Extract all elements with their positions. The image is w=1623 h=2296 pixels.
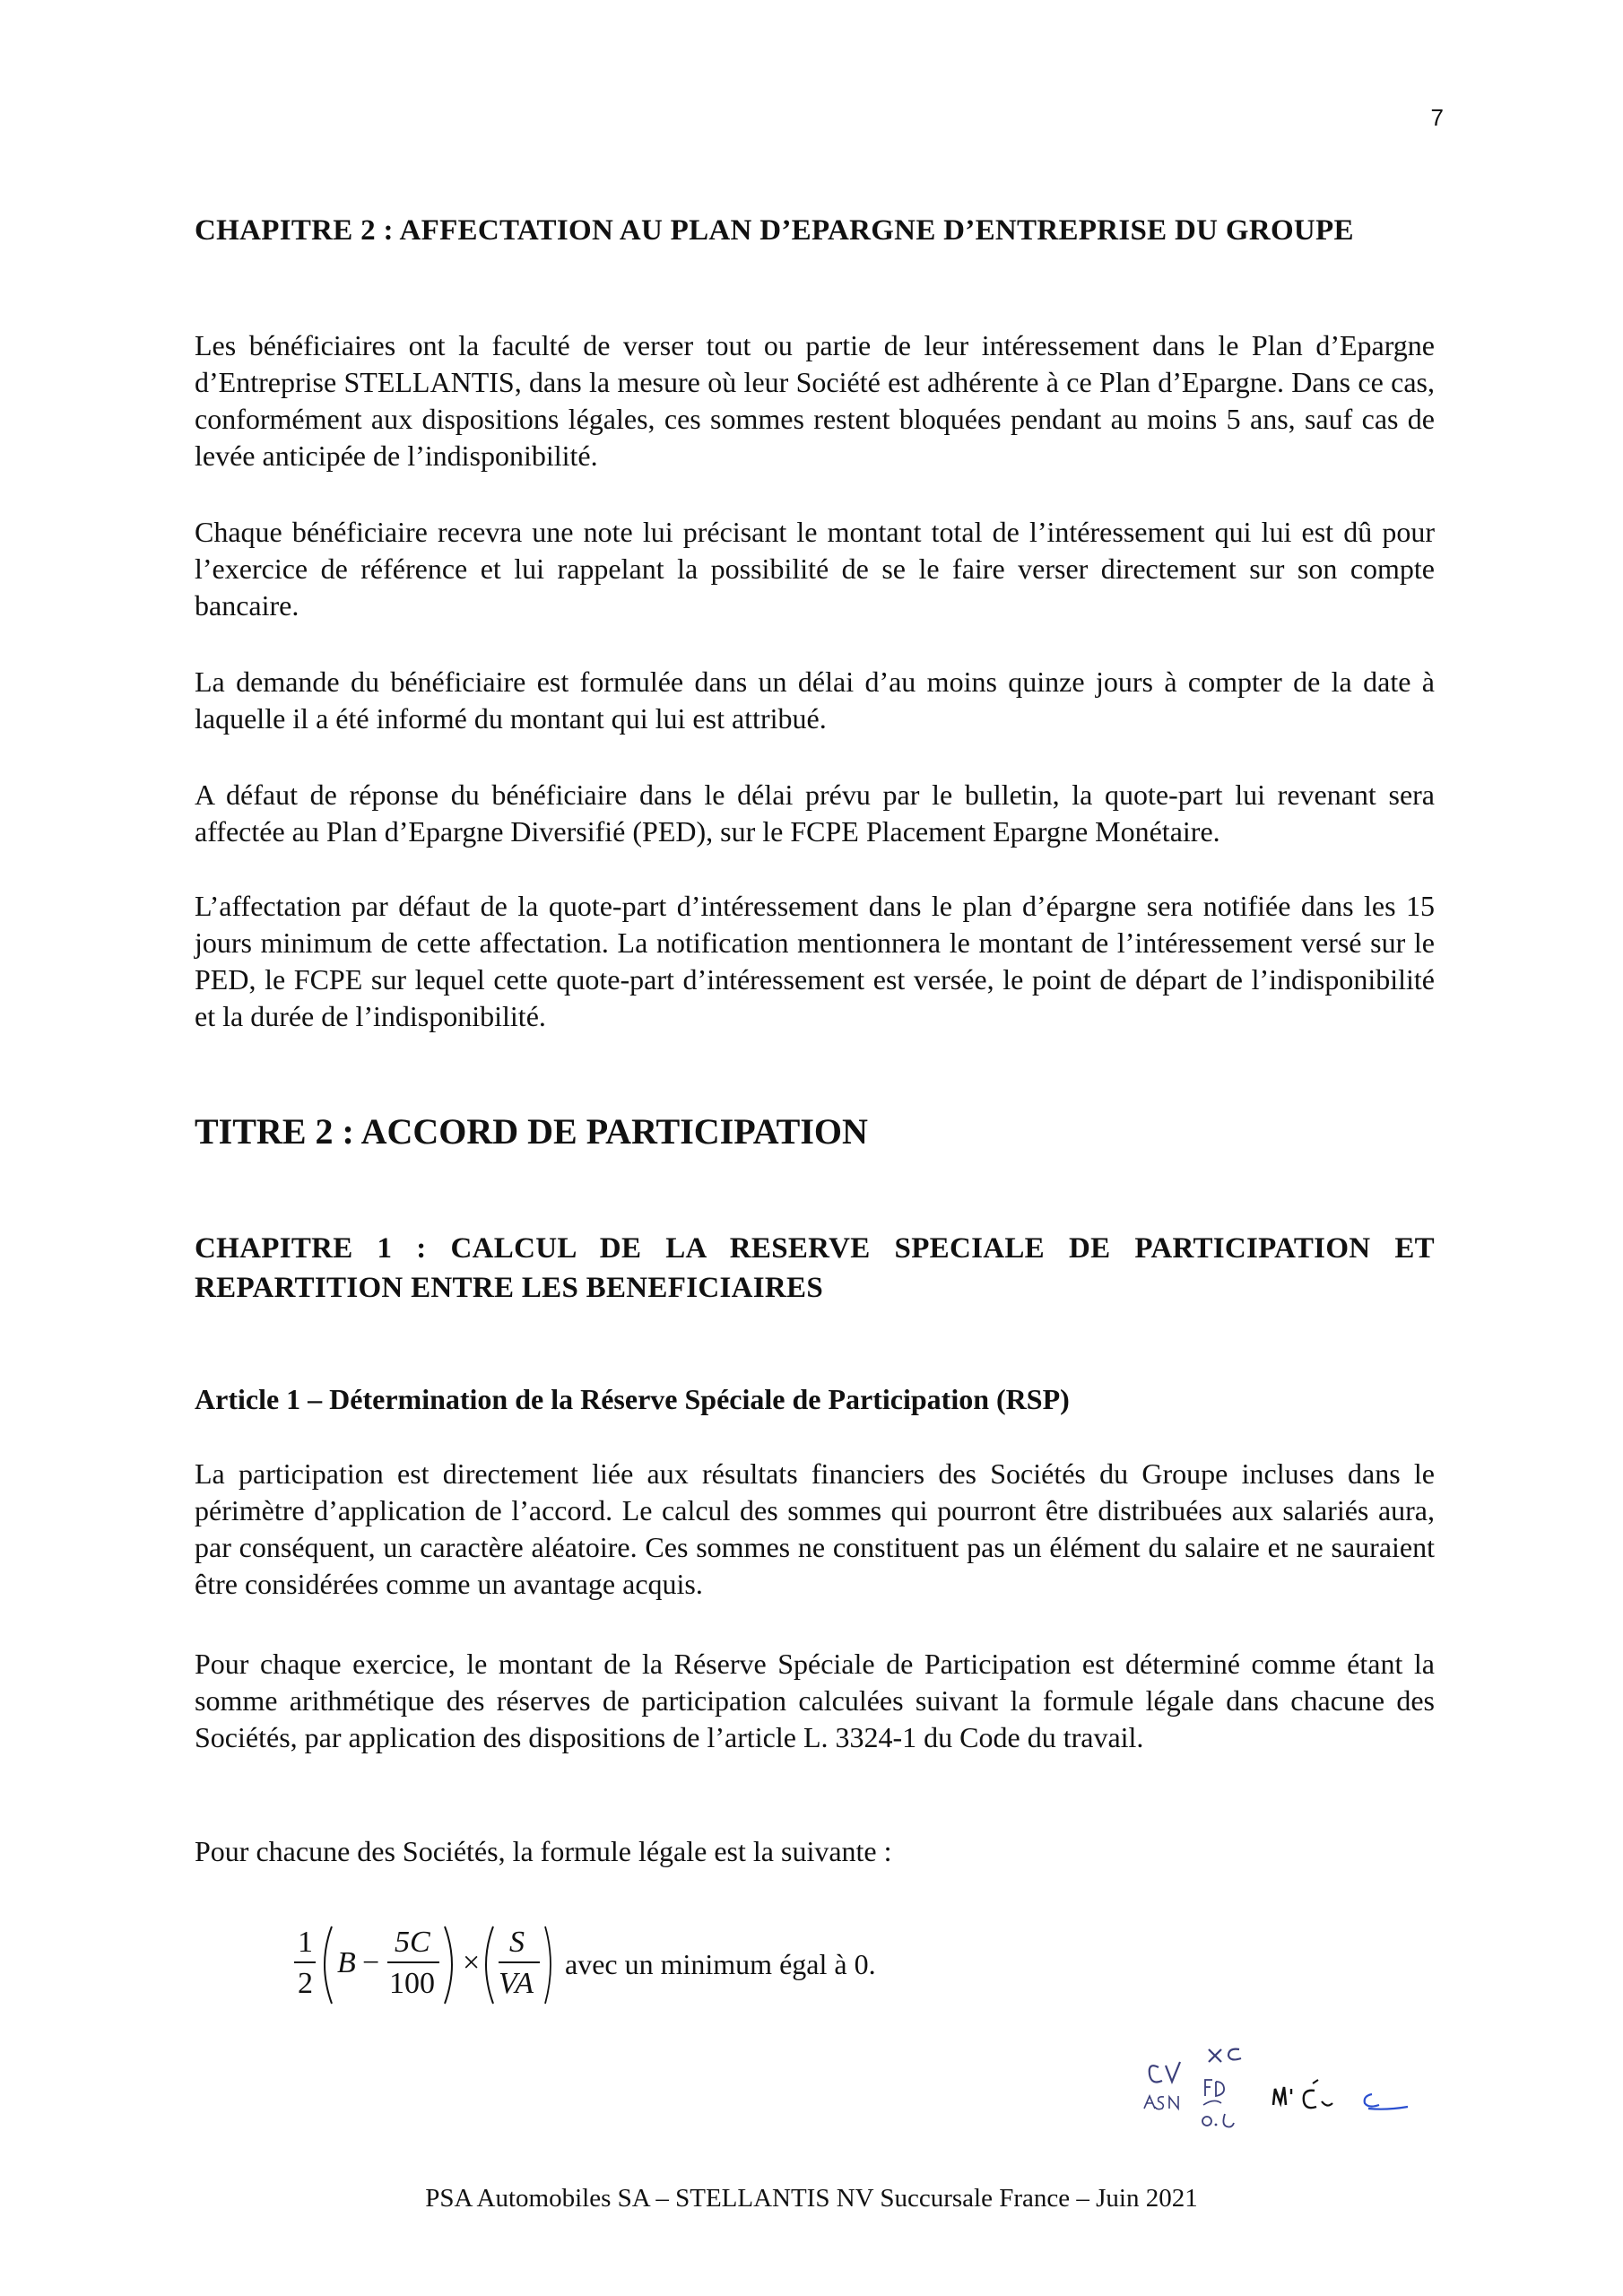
formula-paren-open-2 xyxy=(486,1926,493,2004)
formula-paren-close-1 xyxy=(445,1926,452,2004)
formula-b: B xyxy=(337,1946,356,1979)
chapter-2-heading: CHAPITRE 2 : AFFECTATION AU PLAN D’EPARGNE D’ENTREPRISE DU GROUPE xyxy=(195,214,1354,247)
legal-formula xyxy=(287,1919,1004,2018)
page-footer: PSA Automobiles SA – STELLANTIS NV Succursale France – Juin 2021 xyxy=(425,2184,1198,2213)
chapter-2-paragraph-1: Les bénéficiaires ont la faculté de verser tout ou partie de leur intéressement dans le Plan d’Epargne d’Entreprise STELLANTIS, dans la mesure où leur Société est adhérente à ce Plan d’Epargne. Dans ce cas, conformément aux dispositions légales, ces sommes restent bloquées pendant au moins 5 ans, sauf cas de levée anticipée de l’indisponibilité. xyxy=(195,329,1435,472)
formula-va: VA xyxy=(499,1967,534,2000)
chapter-1-heading: CHAPITRE 1 : CALCUL DE LA RESERVE SPECIALE DE PARTICIPATION ET REPARTITION ENTRE LES BENEFICIAIRES xyxy=(195,1232,1435,1304)
article-1-paragraph-3: Pour chacune des Sociétés, la formule légale est la suivante : xyxy=(195,1835,892,1867)
handwritten-initials xyxy=(1139,2031,1435,2135)
article-1-paragraph-1: La participation est directement liée aux résultats financiers des Sociétés du Groupe incluses dans le périmètre d’application de l’accord. Le calcul des sommes qui pourront être distribuées aux salariés aura, par conséquent, un caractère aléatoire. Ces sommes ne constituent pas un élément du salaire et ne sauraient être considérées comme un avantage acquis. xyxy=(195,1457,1435,1600)
formula-times: × xyxy=(463,1946,481,1979)
formula-5c: 5C xyxy=(395,1926,430,1959)
article-1-paragraph-2: Pour chaque exercice, le montant de la Réserve Spéciale de Participation est déterminé comme étant la somme arithmétique des réserves de participation calculées suivant la formule légale dans chacune des Sociétés, par application des dispositions de l’article L. 3324-1 du Code du travail. xyxy=(195,1648,1435,1753)
chapter-2-paragraph-2: Chaque bénéficiaire recevra une note lui précisant le montant total de l’intéressement qui lui est dû pour l’exercice de référence et lui rappelant la possibilité de se le faire verser directement sur son compte bancaire. xyxy=(195,516,1435,622)
formula-100: 100 xyxy=(389,1967,435,2000)
formula-s: S xyxy=(509,1926,525,1959)
formula-two: 2 xyxy=(298,1967,313,2000)
formula-one: 1 xyxy=(298,1926,313,1959)
chapter-2-paragraph-3: La demande du bénéficiaire est formulée dans un délai d’au moins quinze jours à compter de la date à laquelle il a été informé du montant qui lui est attribué. xyxy=(195,665,1435,735)
article-1-heading: Article 1 – Détermination de la Réserve Spéciale de Participation (RSP) xyxy=(195,1383,1070,1415)
formula-paren-open-1 xyxy=(325,1926,332,2004)
page-number: 7 xyxy=(1430,104,1444,131)
formula-suffix: avec un minimum égal à 0. xyxy=(565,1948,876,1980)
chapter-2-paragraph-4: A défaut de réponse du bénéficiaire dans le délai prévu par le bulletin, la quote-part lui revenant sera affectée au Plan d’Epargne Diversifié (PED), sur le FCPE Placement Epargne Monétaire. xyxy=(195,778,1435,848)
formula-paren-close-2 xyxy=(545,1926,551,2004)
formula-minus: − xyxy=(362,1946,380,1979)
chapter-2-paragraph-5: L’affectation par défaut de la quote-part d’intéressement dans le plan d’épargne sera notifiée dans les 15 jours minimum de cette affectation. La notification mentionnera le montant de l’intéressement versé sur le PED, le FCPE sur lequel cette quote-part d’intéressement est versée, le point de départ de l’indisponibilité et la durée de l’indisponibilité. xyxy=(195,890,1435,1032)
titre-2-heading: TITRE 2 : ACCORD DE PARTICIPATION xyxy=(195,1111,868,1152)
